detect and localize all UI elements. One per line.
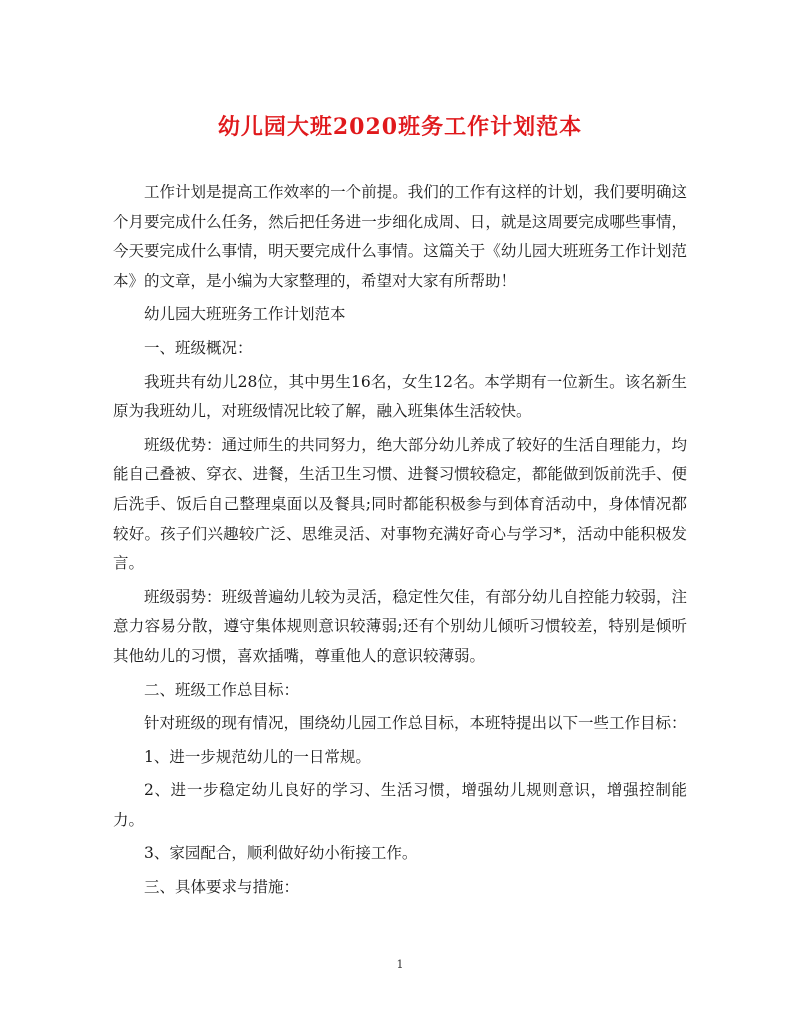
subtitle-paragraph: 幼儿园大班班务工作计划范本 [144, 305, 346, 324]
goal-item-1: 1、进一步规范幼儿的一日常规。 [144, 747, 371, 766]
section-heading-requirements: 三、具体要求与措施： [144, 878, 300, 897]
goal-item-3: 3、家园配合，顺利做好幼小衔接工作。 [144, 844, 418, 863]
class-weaknesses-paragraph: 班级弱势：班级普遍幼儿较为灵活，稳定性欠佳，有部分幼儿自控能力较弱，注意力容易分散，遵守集体规则意识较薄弱;还有个别幼儿倾听习惯较差，特别是倾听其他幼儿的习惯，喜欢插嘴，尊重他人的意识较薄弱。 [113, 587, 687, 665]
class-overview-paragraph: 我班共有幼儿28位，其中男生16名，女生12名。本学期有一位新生。该名新生原为我班幼儿，对班级情况比较了解，融入班集体生活较快。 [113, 372, 687, 421]
document-body [113, 178, 687, 907]
intro-paragraph: 工作计划是提高工作效率的一个前提。我们的工作有这样的计划，我们要明确这个月要完成什么任务，然后把任务进一步细化成周、日，就是这周要完成哪些事情，今天要完成什么事情，明天要完成什么事情。这篇关于《幼儿园大班班务工作计划范本》的文章，是小编为大家整理的，希望对大家有所帮助！ [113, 183, 687, 290]
section-heading-overall-goals: 二、班级工作总目标： [144, 680, 300, 699]
goal-item-2: 2、进一步稳定幼儿良好的学习、生活习惯，增强幼儿规则意识，增强控制能力。 [113, 781, 687, 829]
class-strengths-paragraph: 班级优势：通过师生的共同努力，绝大部分幼儿养成了较好的生活自理能力，均能自己叠被、穿衣、进餐，生活卫生习惯、进餐习惯较稳定，都能做到饭前洗手、便后洗手、饭后自己整理桌面以及餐具;同时都能积极参与到体育活动中，身体情况都较好。孩子们兴趣较广泛、思维灵活、对事物充满好奇心与学习*，活动中能积极发言。 [113, 435, 687, 573]
section-heading-class-overview: 一、班级概况： [144, 338, 253, 357]
goals-intro-paragraph: 针对班级的现有情况，围绕幼儿园工作总目标，本班特提出以下一些工作目标： [144, 714, 687, 733]
page-number: 1 [396, 958, 404, 971]
page-title: 幼儿园大班2020班务工作计划范本 [217, 114, 583, 140]
